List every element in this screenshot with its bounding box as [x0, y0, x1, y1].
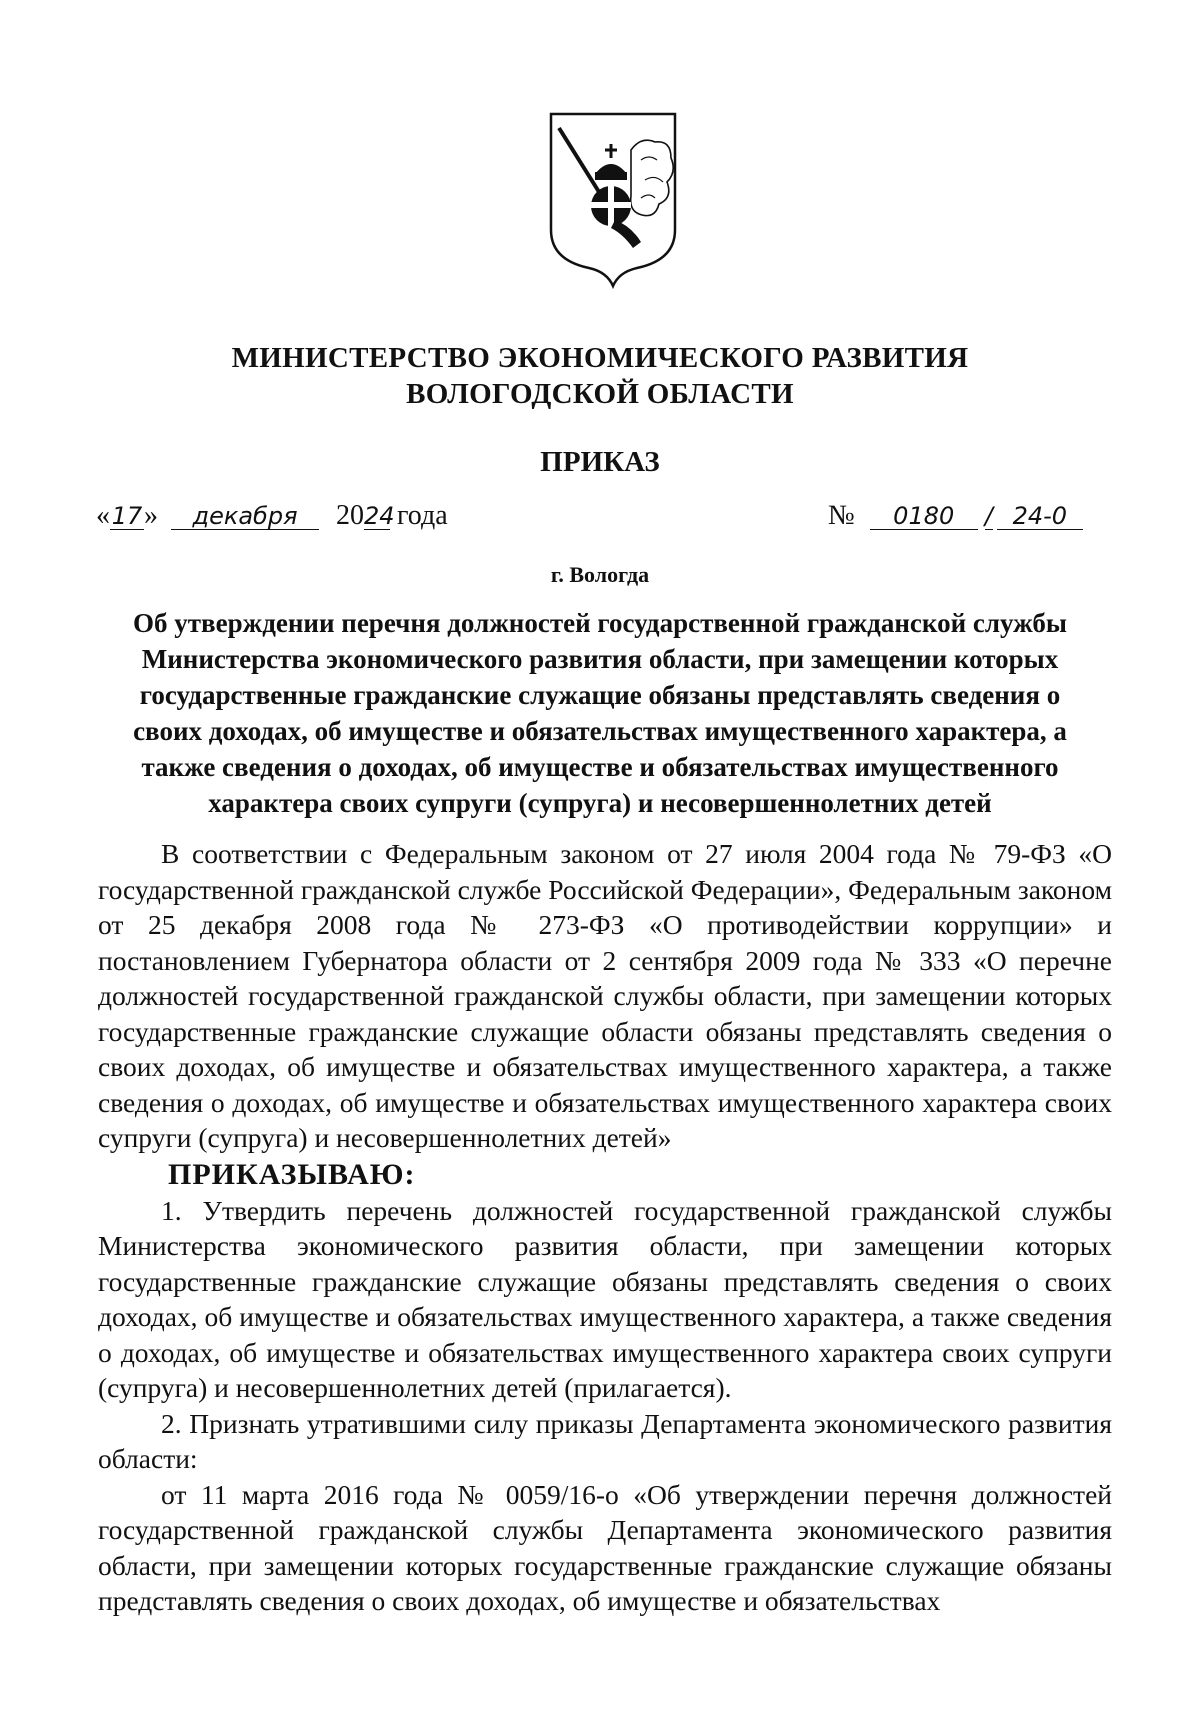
document-subject: Об утверждении перечня должностей государственной гражданской службы Министерства экономического развития области, при замещении которых государственные гражданские служащие обязаны представлять сведения о своих доходах, об имуществе и обязательствах имущественного характера, а также сведения о доходах, об имуществе и обязательствах имущественного характера своих супруги (супруга) и несовершеннолетних детей	[133, 608, 1067, 818]
preamble-paragraph: В соответствии с Федеральным законом от 27 июля 2004 года № 79-ФЗ «О государственной гражданской службе Российской Федерации», Федеральным законом от 25 декабря 2008 года № 273-ФЗ «О противодействии коррупции» и постановлением Губернатора области от 2 сентября 2009 года № 333 «О перечне должностей государственной гражданской службы области, при замещении которых государственные гражданские служащие области обязаны представлять сведения о своих доходах, об имуществе и обязательствах имущественного характера, а также сведения о доходах, об имуществе и обязательствах имущественного характера своих супруги (супруга) и несовершеннолетних детей»	[98, 838, 1112, 1153]
document-body	[98, 836, 1112, 1619]
date-open-quote: «	[96, 500, 110, 531]
date-month: декабря	[171, 504, 319, 530]
number-sign: №	[828, 500, 855, 531]
city: г. Вологда	[550, 562, 650, 587]
coat-of-arms-icon	[545, 110, 681, 290]
order-item-2: 2. Признать утратившими силу приказы Департамента экономического развития области:	[98, 1407, 1112, 1474]
number-part2: 24-0	[997, 504, 1083, 530]
number-part1: 0180	[870, 504, 978, 530]
ministry-name-line2: ВОЛОГОДСКОЙ ОБЛАСТИ	[406, 378, 794, 410]
order-item-2-sub-1: от 11 марта 2016 года № 0059/16-о «Об утверждении перечня должностей государственной гражданской службы Департамента экономического развития области, при замещении которых государственные гражданские служащие обязаны представлять сведения о своих доходах, об имуществе и обязательствах	[98, 1478, 1112, 1616]
ministry-name-line1: МИНИСТЕРСТВО ЭКОНОМИЧЕСКОГО РАЗВИТИЯ	[231, 342, 969, 374]
document-date	[96, 500, 448, 532]
document-type: ПРИКАЗ	[540, 446, 660, 478]
date-year-word: года	[397, 500, 448, 531]
date-year-suffix: 24	[364, 502, 395, 530]
date-year-prefix: 20	[336, 500, 364, 531]
date-day: 17	[111, 502, 143, 530]
order-word: ПРИКАЗЫВАЮ:	[168, 1157, 416, 1191]
date-close-quote: »	[144, 500, 158, 531]
number-separator: /	[984, 502, 993, 530]
order-item-1: 1. Утвердить перечень должностей государственной гражданской службы Министерства экономического развития области, при замещении которых государственные гражданские служащие обязаны представлять сведения о своих доходах, об имуществе и обязательствах имущественного характера, а также сведения о доходах, об имуществе и обязательствах имущественного характера своих супруги (супруга) и несовершеннолетних детей (прилагается).	[98, 1194, 1112, 1403]
document-number	[828, 500, 1083, 532]
